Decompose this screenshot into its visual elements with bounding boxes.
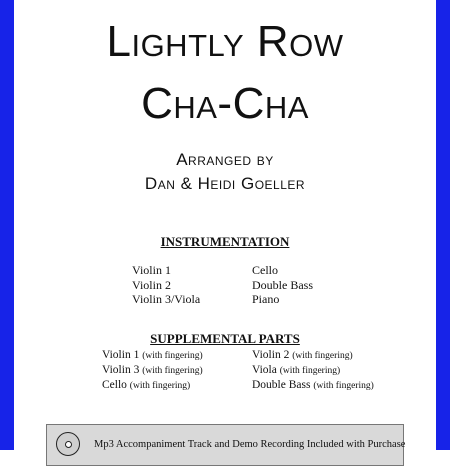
supplemental-part bbox=[102, 348, 252, 363]
supplemental-part bbox=[252, 363, 412, 378]
left-blue-border bbox=[0, 0, 14, 450]
part-note: (with fingering) bbox=[142, 366, 203, 376]
instrument-item: Double Bass bbox=[252, 277, 313, 292]
part-name: Cello bbox=[102, 379, 127, 391]
supplemental-parts-heading: SUPPLEMENTAL PARTS bbox=[150, 331, 300, 346]
instrument-item: Cello bbox=[252, 263, 278, 277]
part-name: Violin 3 bbox=[102, 364, 140, 376]
part-note: (with fingering) bbox=[142, 351, 203, 361]
part-note: (with fingering) bbox=[313, 381, 374, 391]
banner-text: Mp3 Accompaniment Track and Demo Recording Included with Purchase bbox=[94, 439, 406, 450]
instrument-item: Violin 3/Viola bbox=[132, 292, 201, 306]
part-note: (with fingering) bbox=[129, 381, 191, 391]
supplemental-parts-list bbox=[102, 348, 412, 393]
supplemental-part bbox=[252, 348, 412, 363]
title-line-2: Cha-Cha bbox=[141, 79, 309, 128]
sheet-music-cover bbox=[14, 0, 436, 450]
part-note: (with fingering) bbox=[279, 366, 341, 376]
part-name: Violin 2 bbox=[252, 349, 290, 361]
supplemental-part bbox=[102, 378, 252, 393]
instrument-item: Violin 1 bbox=[132, 263, 171, 277]
arranged-by-label: Arranged by bbox=[176, 150, 274, 169]
part-name: Viola bbox=[252, 364, 277, 376]
instrument-item: Violin 2 bbox=[132, 277, 171, 292]
cd-icon bbox=[56, 432, 80, 456]
arranger-names: Dan & Heidi Goeller bbox=[144, 174, 306, 193]
title-line-1: Lightly Row bbox=[106, 17, 344, 66]
part-note: (with fingering) bbox=[292, 351, 353, 361]
instrument-item: Piano bbox=[252, 292, 280, 306]
supplemental-part bbox=[252, 378, 412, 393]
mp3-banner bbox=[46, 424, 404, 466]
supplemental-part bbox=[102, 363, 252, 378]
right-blue-border bbox=[436, 0, 450, 450]
part-name: Double Bass bbox=[252, 379, 311, 391]
part-name: Violin 1 bbox=[102, 349, 140, 361]
instrumentation-heading: INSTRUMENTATION bbox=[160, 234, 290, 249]
instrumentation-list bbox=[132, 263, 372, 307]
